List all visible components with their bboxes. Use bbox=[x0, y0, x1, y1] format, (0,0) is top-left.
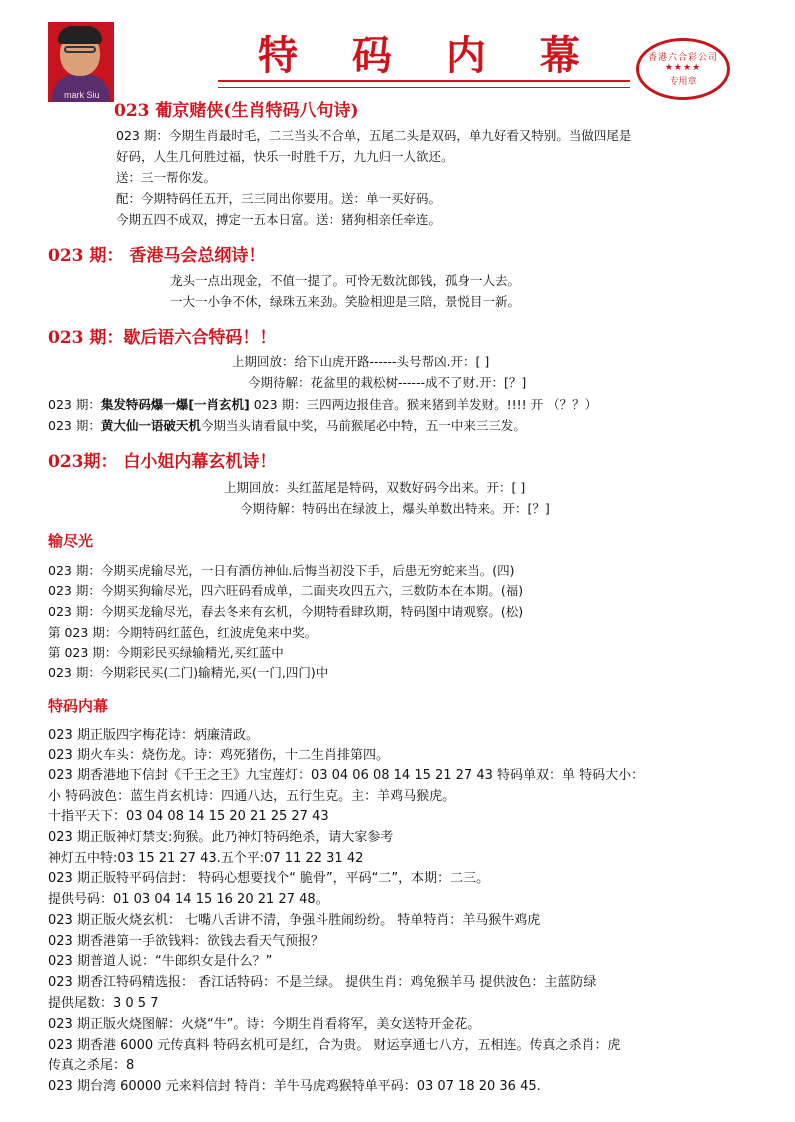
section-heading-bai-xiaojie: 023期： 白小姐内幕玄机诗！ bbox=[48, 452, 277, 472]
text-line: 十指平天下：03 04 08 14 15 20 21 25 27 43 bbox=[48, 809, 329, 824]
photo-glasses bbox=[64, 46, 96, 53]
text-line: 023 期普道人说：“牛郎织女是什么？” bbox=[48, 954, 273, 969]
text-line: 023 期正版神灯禁支:狗猴。此乃神灯特码绝杀，请大家参考 bbox=[48, 830, 394, 845]
text-line: 龙头一点出现金，不值一提了。可怜无数沈郎钱，孤身一人去。 bbox=[170, 273, 521, 288]
section-heading-pujing: 023 葡京赌侠(生肖特码八句诗) bbox=[114, 101, 359, 121]
seal-line-1: 香港六合彩公司 bbox=[647, 53, 718, 63]
text-line bbox=[48, 418, 526, 434]
line-bold: 黄大仙一语破天机 bbox=[100, 418, 201, 433]
text-line: 023 期：今期买虎输尽光，一日有酒仿神仙.后悔当初没下手，后患无穷蛇来当。(四) bbox=[48, 563, 515, 578]
text-line: 小 特码波色：蓝生肖玄机诗：四通八达，五行生克。主：羊鸡马猴虎。 bbox=[48, 789, 456, 804]
text-line: 配：今期特码任五开，三三同出你要用。送：单一买好码。 bbox=[116, 191, 442, 206]
text-line: 传真之杀尾：8 bbox=[48, 1058, 135, 1073]
title-rule-top bbox=[218, 80, 630, 82]
section-heading-hk-jockey: 023 期： 香港马会总纲诗！ bbox=[48, 246, 266, 266]
line-prefix: 023 期： bbox=[48, 397, 101, 412]
text-line: 023 期香江特码精选报： 香江话特码：不是兰绿。 提供生肖：鸡兔猴羊马 提供波色：主蓝防绿 bbox=[48, 975, 597, 990]
line-bold: 集发特码爆一爆[一肖玄机] bbox=[100, 397, 250, 412]
line-prefix: 023 期： bbox=[48, 418, 101, 433]
text-line: 023 期：今期生肖最时毛，二三当头不合单，五尾二头是双码，单九好看又特别。当做四尾是 bbox=[116, 128, 632, 143]
text-line: 第 023 期：今期特码红蓝色，红波虎兔来中奖。 bbox=[48, 625, 318, 640]
line-rest: 今期当头请看鼠中奖，马前猴尾必中特，五一中来三三发。 bbox=[200, 418, 526, 433]
text-line bbox=[48, 397, 597, 413]
text-line: 023 期正版特平码信封： 特码心想要找个“ 脆骨”，平码“二”，本期：二三。 bbox=[48, 871, 490, 886]
section-heading-xiehouyu: 023 期：歇后语六合特码！！ bbox=[48, 328, 277, 348]
company-seal-stamp bbox=[636, 38, 730, 100]
text-line: 023 期正版四字梅花诗：炳廉清政。 bbox=[48, 728, 259, 743]
text-line: 023 期正版火烧玄机： 七嘴八舌讲不清，争强斗胜闹纷纷。 特单特肖：羊马猴牛鸡虎 bbox=[48, 913, 541, 928]
text-line: 023 期香港 6000 元传真料 特码玄机可是红，合为贵。 财运享通七八方，五相连。传真之杀肖：虎 bbox=[48, 1038, 621, 1053]
text-line: 023 期正版火烧图解：火烧“牛”。诗：今期生肖看将军，美女送特开金花。 bbox=[48, 1017, 481, 1032]
page-title: 特 码 内 幕 bbox=[258, 32, 600, 79]
text-line: 今期待解：花盆里的栽松树------成不了财.开：[？] bbox=[248, 375, 527, 390]
line-rest: 023 期：三四两边报佳音。猴来猪到羊发财。!!!! 开 （？？） bbox=[249, 397, 598, 412]
text-line: 上期回放：给下山虎开路------头号帮凶.开：[ ] bbox=[232, 354, 490, 369]
text-line: 023 期：今期买龙输尽光，春去冬来有玄机，今期特看肆玖期，特码图中请观察。(松) bbox=[48, 604, 524, 619]
section-heading-tema-neimu: 特码内幕 bbox=[48, 697, 109, 715]
text-line: 023 期火车头：烧伤龙。诗：鸡死猪伤，十二生肖排第四。 bbox=[48, 748, 389, 763]
photo-hair bbox=[58, 26, 102, 44]
text-line: 好码，人生几何胜过福，快乐一时胜千万，九九归一人欲还。 bbox=[116, 149, 454, 164]
text-line: 023 期：今期彩民买(二门)输精光,买(一门,四门)中 bbox=[48, 665, 329, 680]
text-line: 今期五四不成双，搏定一五本日富。送：猪狗相亲任牵连。 bbox=[116, 212, 442, 227]
text-line: 提供尾数：3 0 5 7 bbox=[48, 996, 159, 1011]
text-line: 一大一小争不休，绿珠五来劲。笑脸相迎是三陪，景悦目一新。 bbox=[170, 294, 521, 309]
text-line: 第 023 期：今期彩民买绿输精光,买红蓝中 bbox=[48, 645, 284, 660]
seal-stars: ★★★★ bbox=[664, 63, 702, 73]
photo-caption: mark Siu bbox=[64, 90, 100, 100]
title-rule-bottom bbox=[218, 87, 630, 88]
text-line: 上期回放：头红蓝尾是特码，双数好码今出来。开：[ ] bbox=[224, 480, 526, 495]
text-line: 023 期香港地下信封《千王之王》九宝莲灯：03 04 06 08 14 15 21 27 43 特码单双：单 特码大小： bbox=[48, 768, 645, 783]
text-line: 提供号码：01 03 04 14 15 16 20 21 27 48。 bbox=[48, 892, 329, 907]
seal-line-3: 专用章 bbox=[669, 77, 697, 87]
text-line: 神灯五中特:03 15 21 27 43.五个平:07 11 22 31 42 bbox=[48, 851, 364, 866]
section-heading-lose-all: 输尽光 bbox=[48, 532, 94, 550]
text-line: 今期待解：特码出在绿波上，爆头单数出特来。开：[？] bbox=[240, 501, 550, 516]
text-line: 023 期台湾 60000 元来料信封 特肖：羊牛马虎鸡猴特单平码：03 07 18 20 36 45. bbox=[48, 1079, 541, 1094]
text-line: 023 期：今期买狗输尽光，四六旺码看成单，二面夹攻四五六，三数防本在本期。(福) bbox=[48, 583, 524, 598]
author-photo bbox=[48, 22, 114, 102]
text-line: 023 期香港第一手欲钱料：欲钱去看天气预报？ bbox=[48, 934, 324, 949]
text-line: 送：三一帮你发。 bbox=[116, 170, 217, 185]
